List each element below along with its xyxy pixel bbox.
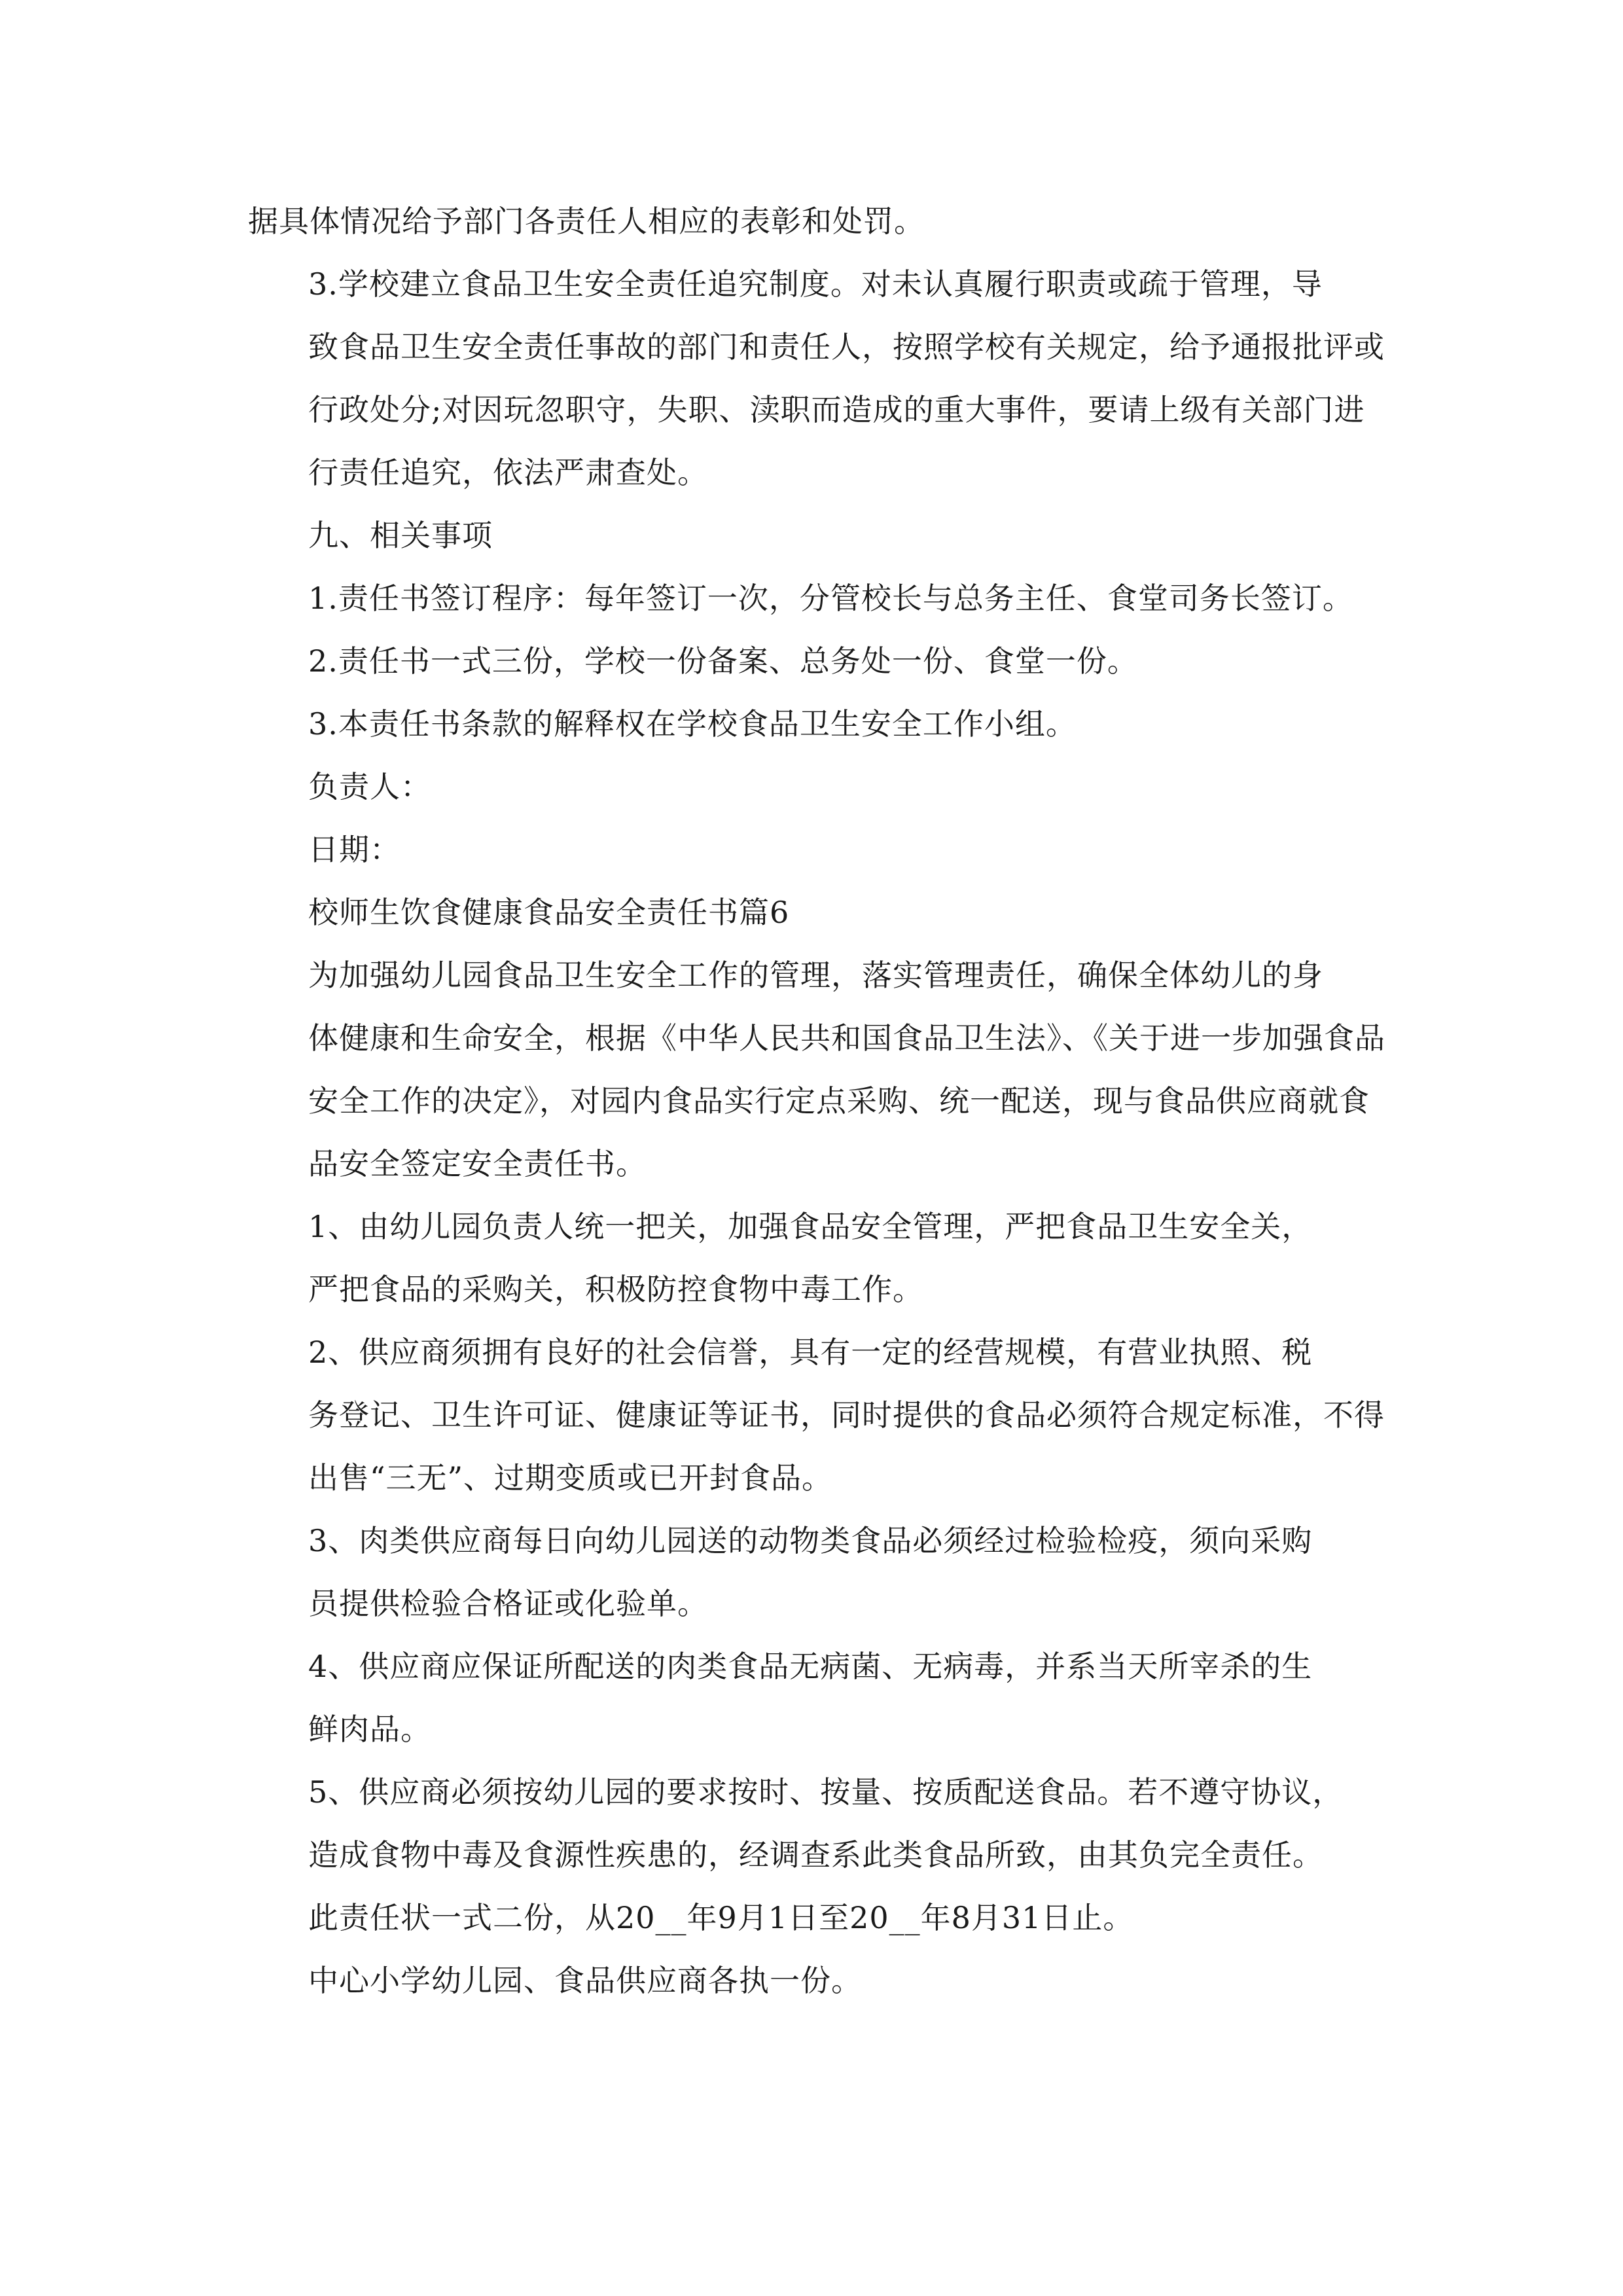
text-line: 为加强幼儿园食品卫生安全工作的管理，落实管理责任，确保全体幼儿的身 bbox=[308, 958, 1323, 993]
document-body bbox=[248, 190, 1385, 2012]
paragraph-p12 bbox=[248, 1321, 1385, 1509]
text-line: 3.学校建立食品卫生安全责任追究制度。对未认真履行职责或疏于管理，导 bbox=[308, 266, 1323, 302]
paragraph-p03 bbox=[248, 504, 1382, 567]
paragraph-p07 bbox=[248, 755, 1382, 818]
text-line: 4、供应商应保证所配送的肉类食品无病菌、无病毒，并系当天所宰杀的生 bbox=[308, 1649, 1313, 1684]
text-line: 体健康和生命安全，根据《中华人民共和国食品卫生法》、《关于进一步加强食品 bbox=[308, 1020, 1385, 1056]
text-line: 品安全签定安全责任书。 bbox=[308, 1146, 647, 1181]
paragraph-p08 bbox=[248, 818, 1382, 881]
paragraph-p15 bbox=[248, 1761, 1382, 1886]
text-line: 此责任状一式二份，从20__年9月1日至20__年8月31日止。 bbox=[308, 1900, 1134, 1935]
paragraph-p17 bbox=[248, 1949, 1382, 2012]
paragraph-p01 bbox=[248, 190, 1382, 253]
text-line: 行政处分;对因玩忽职守，失职、渎职而造成的重大事件，要请上级有关部门进 bbox=[308, 392, 1365, 427]
text-line: 员提供检验合格证或化验单。 bbox=[308, 1586, 708, 1621]
text-line: 1.责任书签订程序：每年签订一次，分管校长与总务主任、食堂司务长签订。 bbox=[308, 581, 1353, 616]
text-line: 2.责任书一式三份，学校一份备案、总务处一份、食堂一份。 bbox=[308, 643, 1138, 679]
text-line: 出售“三无”、过期变质或已开封食品。 bbox=[308, 1460, 833, 1496]
text-line: 造成食物中毒及食源性疾患的，经调查系此类食品所致，由其负完全责任。 bbox=[308, 1837, 1323, 1873]
text-line: 3、肉类供应商每日向幼儿园送的动物类食品必须经过检验检疫，须向采购 bbox=[308, 1523, 1313, 1558]
paragraph-p09 bbox=[248, 881, 1382, 944]
paragraph-p10 bbox=[248, 944, 1385, 1195]
text-line: 日期： bbox=[308, 832, 401, 867]
text-line: 2、供应商须拥有良好的社会信誉，具有一定的经营规模，有营业执照、税 bbox=[308, 1335, 1313, 1370]
text-line: 校师生饮食健康食品安全责任书篇6 bbox=[308, 895, 790, 930]
text-line: 据具体情况给予部门各责任人相应的表彰和处罚。 bbox=[248, 204, 925, 239]
paragraph-p02 bbox=[248, 253, 1385, 504]
text-line: 安全工作的决定》，对园内食品实行定点采购、统一配送，现与食品供应商就食 bbox=[308, 1083, 1370, 1119]
text-line: 务登记、卫生许可证、健康证等证书，同时提供的食品必须符合规定标准，不得 bbox=[308, 1397, 1385, 1433]
paragraph-p05 bbox=[248, 630, 1382, 692]
text-line: 5、供应商必须按幼儿园的要求按时、按量、按质配送食品。若不遵守协议， bbox=[308, 1774, 1344, 1810]
text-line: 负责人： bbox=[308, 769, 431, 804]
text-line: 行责任追究，依法严肃查处。 bbox=[308, 455, 708, 490]
paragraph-p04 bbox=[248, 567, 1382, 630]
paragraph-p13 bbox=[248, 1509, 1382, 1635]
text-line: 1、由幼儿园负责人统一把关，加强食品安全管理，严把食品卫生安全关， bbox=[308, 1209, 1313, 1244]
paragraph-p14 bbox=[248, 1635, 1382, 1761]
text-line: 3.本责任书条款的解释权在学校食品卫生安全工作小组。 bbox=[308, 706, 1077, 742]
text-line: 中心小学幼儿园、食品供应商各执一份。 bbox=[308, 1963, 862, 1998]
text-line: 九、相关事项 bbox=[308, 518, 493, 553]
text-line: 致食品卫生安全责任事故的部门和责任人，按照学校有关规定，给予通报批评或 bbox=[308, 329, 1385, 365]
paragraph-p11 bbox=[248, 1195, 1382, 1321]
paragraph-p06 bbox=[248, 692, 1382, 755]
text-line: 鲜肉品。 bbox=[308, 1712, 431, 1747]
text-line: 严把食品的采购关，积极防控食物中毒工作。 bbox=[308, 1272, 923, 1307]
paragraph-p16 bbox=[248, 1886, 1382, 1949]
